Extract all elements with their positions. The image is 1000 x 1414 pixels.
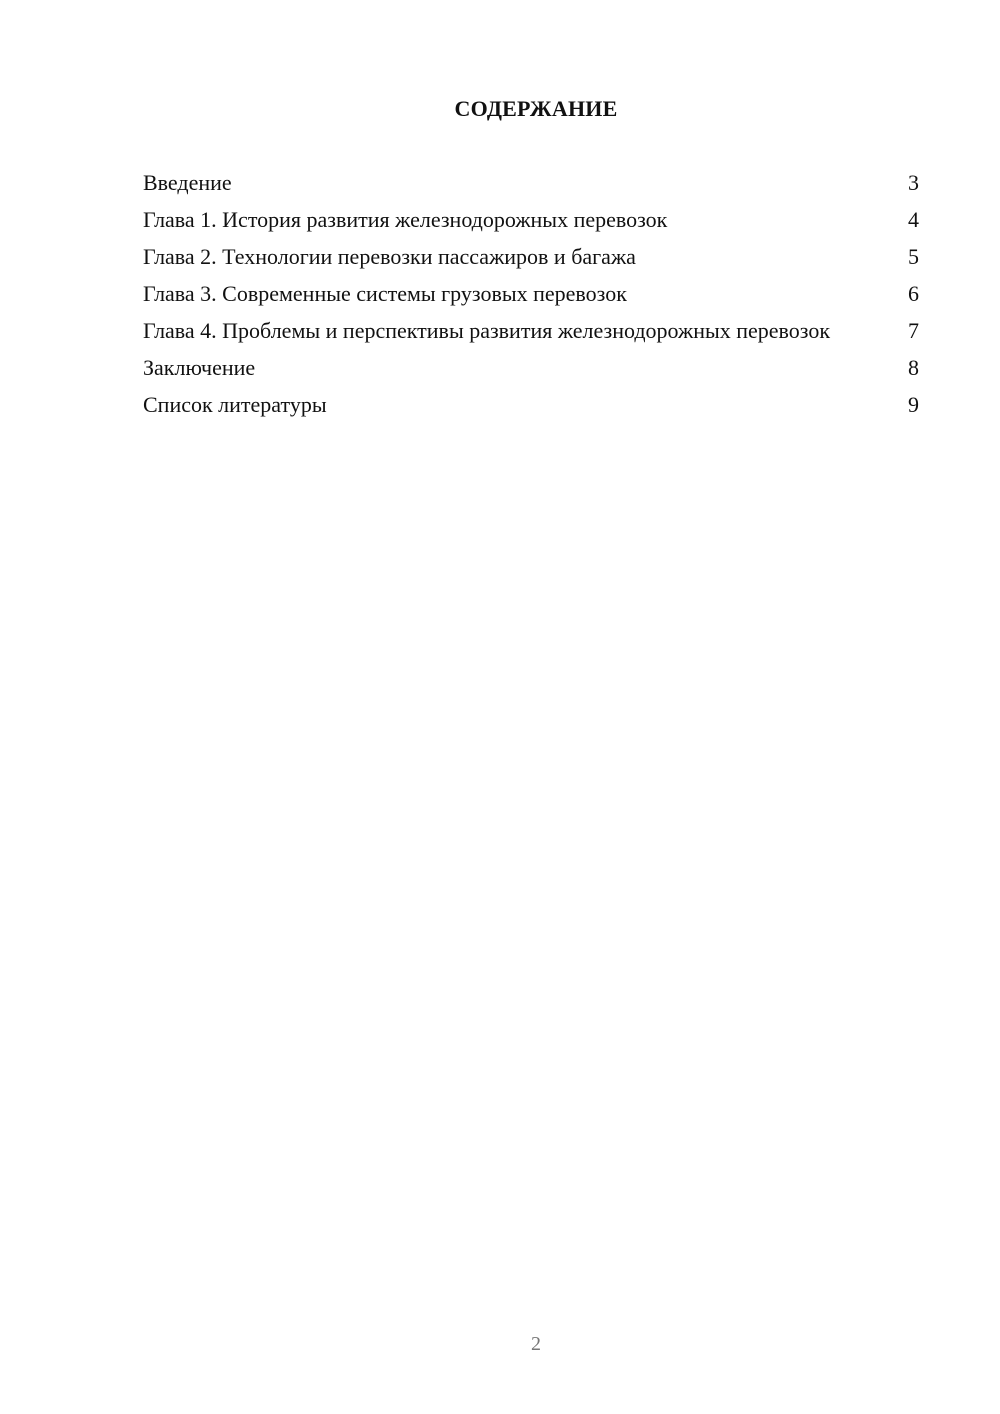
- toc-entry-references: [143, 392, 919, 418]
- toc-entry-chapter-1: [143, 207, 919, 233]
- toc-entry-page: 8: [908, 355, 919, 380]
- table-of-contents: [143, 170, 919, 429]
- toc-entry-page: 6: [908, 281, 919, 306]
- toc-entry-text: Глава 3. Современные системы грузовых перевозок: [143, 281, 627, 306]
- toc-entry-page: 7: [908, 318, 919, 343]
- toc-entry-page: 5: [908, 244, 919, 269]
- toc-entry-text: Список литературы: [143, 392, 327, 417]
- toc-entry-text: Глава 4. Проблемы и перспективы развития железнодорожных перевозок: [143, 318, 831, 343]
- toc-title: СОДЕРЖАНИЕ: [454, 96, 618, 121]
- toc-entry-chapter-3: [143, 281, 919, 307]
- toc-entry-chapter-2: [143, 244, 919, 270]
- toc-entry-page: 9: [908, 392, 919, 417]
- toc-entry-text: Глава 2. Технологии перевозки пассажиров и багажа: [143, 244, 636, 269]
- toc-entry-conclusion: [143, 355, 919, 381]
- toc-entry-text: Заключение: [143, 355, 256, 380]
- page-number: 2: [531, 1333, 541, 1355]
- toc-entry-text: Введение: [143, 170, 232, 195]
- toc-entry-text: Глава 1. История развития железнодорожных перевозок: [143, 207, 668, 232]
- toc-entry-chapter-4: [143, 318, 919, 344]
- toc-entry-page: 4: [908, 207, 919, 232]
- toc-entry-introduction: [143, 170, 919, 196]
- toc-entry-page: 3: [908, 170, 919, 195]
